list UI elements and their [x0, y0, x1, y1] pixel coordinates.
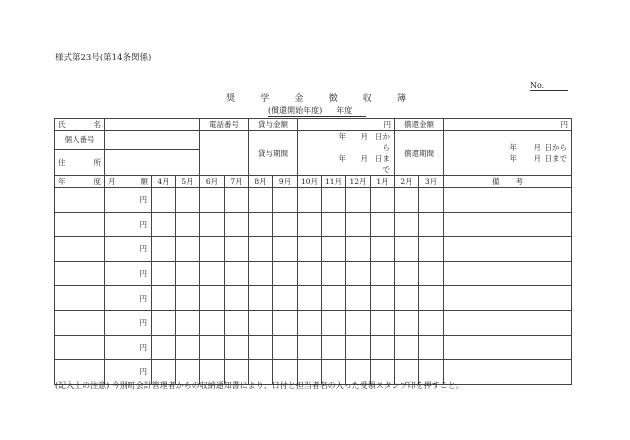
month-stamp-cell[interactable] — [176, 286, 200, 311]
month-stamp-cell[interactable] — [249, 261, 273, 286]
month-stamp-cell[interactable] — [176, 237, 200, 262]
month-stamp-cell[interactable] — [419, 188, 444, 213]
phone-field[interactable] — [200, 131, 249, 176]
month-stamp-cell[interactable] — [200, 335, 225, 360]
loan-period-label: 貸与期間 — [249, 131, 298, 176]
month-stamp-cell[interactable] — [249, 286, 273, 311]
document-title — [226, 91, 406, 104]
month-stamp-cell[interactable] — [176, 310, 200, 335]
month-stamp-cell[interactable] — [419, 237, 444, 262]
repay-from-month: 月 — [533, 143, 541, 152]
month-header: 8月 — [249, 176, 273, 188]
address-field[interactable] — [105, 149, 200, 175]
month-stamp-cell[interactable] — [273, 335, 298, 360]
repay-period-label: 償還期間 — [395, 131, 444, 176]
month-stamp-cell[interactable] — [298, 237, 322, 262]
month-stamp-cell[interactable] — [152, 237, 176, 262]
month-stamp-cell[interactable] — [346, 188, 371, 213]
month-stamp-cell[interactable] — [298, 212, 322, 237]
month-stamp-cell[interactable] — [152, 310, 176, 335]
date-to-month: 月 — [360, 154, 368, 163]
month-stamp-cell[interactable] — [298, 310, 322, 335]
title-char: 徴 — [328, 94, 338, 104]
monthly-amount-cell[interactable]: 円 — [105, 261, 152, 286]
month-header: 6月 — [200, 176, 225, 188]
month-stamp-cell[interactable] — [395, 335, 419, 360]
monthly-amount-cell[interactable]: 円 — [105, 286, 152, 311]
table-row — [55, 188, 572, 213]
repayment-start-year — [268, 106, 366, 117]
month-stamp-cell[interactable] — [225, 261, 249, 286]
name-label-cell — [55, 119, 105, 131]
month-header: 12月 — [346, 176, 371, 188]
month-stamp-cell[interactable] — [249, 237, 273, 262]
subtitle-right: 年度 — [336, 106, 353, 115]
month-stamp-cell[interactable] — [249, 188, 273, 213]
month-stamp-cell[interactable] — [298, 335, 322, 360]
month-stamp-cell[interactable] — [419, 261, 444, 286]
monthly-amount-cell[interactable]: 円 — [105, 360, 152, 385]
entry-note: (記入上の注意) 今別町会計管理者からの収納通知書により、日付と担当者名の入った受領スタンプ印を押すこと。 — [55, 381, 464, 390]
year-cell[interactable] — [55, 188, 105, 213]
month-stamp-cell[interactable] — [371, 310, 395, 335]
month-stamp-cell[interactable] — [176, 261, 200, 286]
name-label: 氏 — [58, 120, 66, 129]
month-stamp-cell[interactable] — [371, 286, 395, 311]
month-stamp-cell[interactable] — [249, 310, 273, 335]
remarks-cell[interactable] — [444, 212, 572, 237]
date-from-year: 年 — [338, 132, 346, 141]
table-row — [55, 286, 572, 311]
repay-to-year: 年 — [509, 154, 517, 163]
month-stamp-cell[interactable] — [395, 261, 419, 286]
month-stamp-cell[interactable] — [395, 188, 419, 213]
amount-header — [105, 176, 152, 188]
month-stamp-cell[interactable] — [176, 188, 200, 213]
year-cell[interactable] — [55, 335, 105, 360]
table-row — [55, 261, 572, 286]
month-header: 1月 — [371, 176, 395, 188]
month-stamp-cell[interactable] — [346, 310, 371, 335]
month-stamp-cell[interactable] — [225, 237, 249, 262]
repay-to-month: 月 — [533, 154, 541, 163]
month-stamp-cell[interactable] — [395, 310, 419, 335]
year-cell[interactable] — [55, 212, 105, 237]
month-header: 9月 — [273, 176, 298, 188]
remarks-cell[interactable] — [444, 261, 572, 286]
year-header — [55, 176, 105, 188]
month-header: 4月 — [152, 176, 176, 188]
monthly-amount-cell[interactable]: 円 — [105, 212, 152, 237]
date-to-day: 日まで — [375, 154, 390, 174]
remarks-header-2: 考 — [515, 177, 523, 186]
month-stamp-cell[interactable] — [225, 188, 249, 213]
month-header: 5月 — [176, 176, 200, 188]
table-row — [55, 335, 572, 360]
month-stamp-cell[interactable] — [322, 310, 346, 335]
month-stamp-cell[interactable] — [371, 261, 395, 286]
repay-to-day: 日まで — [544, 154, 567, 163]
date-from-month: 月 — [360, 132, 368, 141]
month-stamp-cell[interactable] — [176, 212, 200, 237]
month-stamp-cell[interactable] — [152, 212, 176, 237]
remarks-cell[interactable] — [444, 335, 572, 360]
title-char: 収 — [362, 94, 372, 104]
month-stamp-cell[interactable] — [249, 335, 273, 360]
month-stamp-cell[interactable] — [152, 335, 176, 360]
month-stamp-cell[interactable] — [395, 286, 419, 311]
title-char: 学 — [260, 94, 270, 104]
month-stamp-cell[interactable] — [346, 286, 371, 311]
month-stamp-cell[interactable] — [200, 286, 225, 311]
name-label-2: 名 — [93, 120, 101, 129]
month-stamp-cell[interactable] — [419, 212, 444, 237]
year-cell[interactable] — [55, 261, 105, 286]
ledger-rows — [55, 188, 572, 385]
month-stamp-cell[interactable] — [395, 212, 419, 237]
month-stamp-cell[interactable] — [273, 310, 298, 335]
monthly-amount-cell[interactable]: 円 — [105, 335, 152, 360]
subtitle-left: (償還開始年度) — [268, 106, 323, 115]
date-to-year: 年 — [338, 154, 346, 163]
form-reference: 様式第23号(第14条関係) — [55, 53, 152, 63]
month-stamp-cell[interactable] — [346, 261, 371, 286]
month-stamp-cell[interactable] — [371, 237, 395, 262]
month-header: 2月 — [395, 176, 419, 188]
repay-period-field[interactable] — [444, 131, 572, 176]
month-stamp-cell[interactable] — [322, 212, 346, 237]
repay-amount-label: 償還金額 — [395, 119, 444, 131]
month-stamp-cell[interactable] — [225, 335, 249, 360]
name-field[interactable] — [105, 119, 200, 131]
month-stamp-cell[interactable] — [371, 335, 395, 360]
month-stamp-cell[interactable] — [322, 188, 346, 213]
year-cell[interactable] — [55, 310, 105, 335]
month-stamp-cell[interactable] — [419, 310, 444, 335]
year-header-2: 度 — [93, 177, 101, 186]
month-stamp-cell[interactable] — [176, 335, 200, 360]
table-row — [55, 237, 572, 262]
remarks-header-1: 備 — [492, 177, 500, 186]
monthly-amount-cell[interactable]: 円 — [105, 310, 152, 335]
address-label-2: 所 — [93, 157, 101, 167]
month-stamp-cell[interactable] — [273, 212, 298, 237]
month-stamp-cell[interactable] — [225, 286, 249, 311]
table-row — [55, 212, 572, 237]
loan-amount-label: 貸与金額 — [249, 119, 298, 131]
month-stamp-cell[interactable] — [298, 261, 322, 286]
phone-label: 電話番号 — [200, 119, 249, 131]
loan-period-field[interactable] — [298, 131, 395, 176]
amount-header-2: 額 — [140, 177, 148, 186]
month-stamp-cell[interactable] — [249, 212, 273, 237]
remarks-cell[interactable] — [444, 310, 572, 335]
remarks-header — [444, 176, 572, 188]
repay-from-year: 年 — [509, 143, 517, 152]
month-stamp-cell[interactable] — [395, 237, 419, 262]
month-stamp-cell[interactable] — [371, 212, 395, 237]
title-char: 簿 — [396, 94, 406, 104]
remarks-cell[interactable] — [444, 188, 572, 213]
month-stamp-cell[interactable] — [371, 188, 395, 213]
month-stamp-cell[interactable] — [225, 212, 249, 237]
month-header: 10月 — [298, 176, 322, 188]
month-stamp-cell[interactable] — [322, 261, 346, 286]
id-field[interactable] — [105, 131, 200, 150]
month-stamp-cell[interactable] — [273, 286, 298, 311]
remarks-cell[interactable] — [444, 237, 572, 262]
ledger-number-field: No. — [530, 81, 568, 91]
date-from-day: 日から — [375, 132, 390, 152]
monthly-amount-cell[interactable]: 円 — [105, 237, 152, 262]
month-stamp-cell[interactable] — [322, 237, 346, 262]
loan-amount-field[interactable]: 円 — [298, 119, 395, 131]
month-stamp-cell[interactable] — [346, 335, 371, 360]
month-header: 7月 — [225, 176, 249, 188]
repay-from-day: 日から — [544, 143, 567, 152]
month-stamp-cell[interactable] — [298, 188, 322, 213]
amount-header-1: 月 — [108, 177, 116, 186]
title-char: 金 — [294, 94, 304, 104]
table-row — [55, 310, 572, 335]
year-cell[interactable] — [55, 237, 105, 262]
month-stamp-cell[interactable] — [273, 188, 298, 213]
month-stamp-cell[interactable] — [200, 237, 225, 262]
month-stamp-cell[interactable] — [273, 261, 298, 286]
month-stamp-cell[interactable] — [298, 286, 322, 311]
monthly-amount-cell[interactable]: 円 — [105, 188, 152, 213]
month-stamp-cell[interactable] — [419, 286, 444, 311]
month-stamp-cell[interactable] — [152, 261, 176, 286]
remarks-cell[interactable] — [444, 286, 572, 311]
month-stamp-cell[interactable] — [200, 310, 225, 335]
month-header: 3月 — [419, 176, 444, 188]
month-stamp-cell[interactable] — [152, 188, 176, 213]
address-label-cell — [55, 149, 105, 175]
repay-amount-field[interactable]: 円 — [444, 119, 572, 131]
month-header: 11月 — [322, 176, 346, 188]
title-char: 奨 — [226, 94, 236, 104]
month-stamp-cell[interactable] — [346, 212, 371, 237]
month-stamp-cell[interactable] — [273, 237, 298, 262]
address-label: 住 — [58, 157, 66, 167]
month-stamp-cell[interactable] — [152, 286, 176, 311]
month-stamp-cell[interactable] — [200, 212, 225, 237]
month-stamp-cell[interactable] — [322, 335, 346, 360]
id-label: 個人番号 — [55, 131, 105, 150]
month-stamp-cell[interactable] — [200, 188, 225, 213]
month-stamp-cell[interactable] — [200, 261, 225, 286]
year-header-1: 年 — [58, 177, 66, 186]
month-stamp-cell[interactable] — [346, 237, 371, 262]
collection-ledger-table — [54, 118, 572, 385]
year-cell[interactable] — [55, 286, 105, 311]
month-stamp-cell[interactable] — [322, 286, 346, 311]
month-stamp-cell[interactable] — [419, 335, 444, 360]
month-stamp-cell[interactable] — [225, 310, 249, 335]
